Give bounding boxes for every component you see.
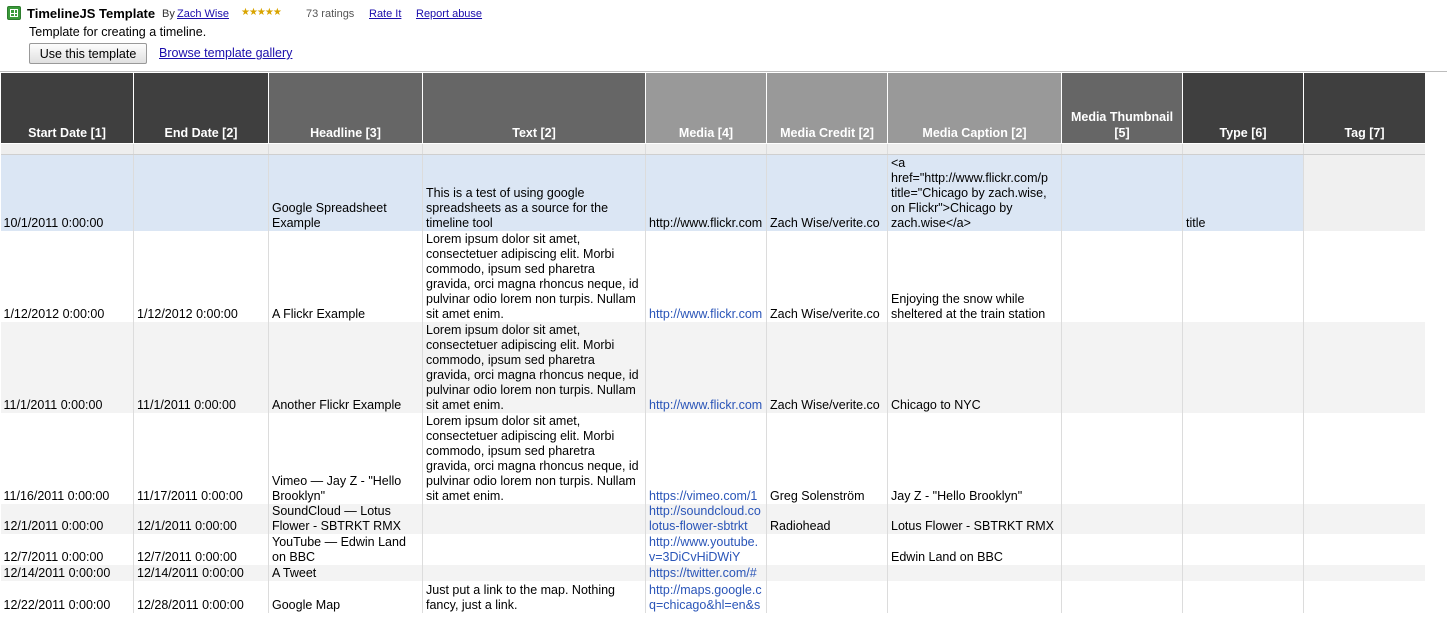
cell-media-caption[interactable]: Chicago to NYC (888, 322, 1062, 413)
cell-media[interactable]: http://www.youtube. v=3DiCvHiDWiY (646, 534, 767, 565)
use-template-button[interactable]: Use this template (29, 43, 147, 64)
cell-end-date[interactable]: 12/28/2011 0:00:00 (134, 581, 269, 613)
cell-start-date[interactable]: 10/1/2011 0:00:00 (1, 155, 134, 231)
cell-text[interactable]: Lorem ipsum dolor sit amet, consectetuer adipiscing elit. Morbi commodo, ipsum sed pharetra gravida, orci magna rhoncus neque, id pulvinar odio lorem non turpis. Nullam sit amet enim. (423, 413, 646, 504)
cell-media-thumbnail[interactable] (1062, 322, 1183, 413)
cell-media[interactable]: http://soundcloud.co lotus-flower-sbtrkt (646, 504, 767, 534)
cell-start-date[interactable]: 12/22/2011 0:00:00 (1, 581, 134, 613)
cell-type[interactable] (1183, 565, 1304, 581)
table-row[interactable] (1, 565, 1426, 581)
template-title: TimelineJS Template (27, 6, 156, 21)
cell-media-credit[interactable]: Zach Wise/verite.co (767, 155, 888, 231)
cell-end-date[interactable] (134, 155, 269, 231)
cell-start-date[interactable]: 12/7/2011 0:00:00 (1, 534, 134, 565)
grid-right-edge (1425, 72, 1447, 624)
ratings-count: 73 ratings (306, 8, 355, 20)
cell-media-thumbnail[interactable] (1062, 155, 1183, 231)
author-link[interactable]: Zach Wise (177, 8, 229, 20)
cell-headline[interactable]: Google Spreadsheet Example (269, 155, 423, 231)
cell-media-credit[interactable] (767, 565, 888, 581)
spreadsheet-grid[interactable] (0, 72, 1447, 624)
cell-text[interactable]: Just put a link to the map. Nothing fancy, just a link. (423, 581, 646, 613)
cell-end-date[interactable]: 12/7/2011 0:00:00 (134, 534, 269, 565)
cell-type[interactable] (1183, 322, 1304, 413)
cell-media-caption[interactable]: Edwin Land on BBC (888, 534, 1062, 565)
col-header-media-credit[interactable]: Media Credit [2] (767, 73, 888, 144)
table-row[interactable] (1, 504, 1426, 534)
cell-media-credit[interactable]: Zach Wise/verite.co (767, 322, 888, 413)
table-row[interactable] (1, 413, 1426, 504)
header-row (1, 73, 1426, 144)
cell-start-date[interactable]: 11/1/2011 0:00:00 (1, 322, 134, 413)
cell-media-credit[interactable]: Greg Solenström (767, 413, 888, 504)
cell-headline[interactable]: SoundCloud — Lotus Flower - SBTRKT RMX (269, 504, 423, 534)
col-header-media[interactable]: Media [4] (646, 73, 767, 144)
cell-tag[interactable] (1304, 322, 1426, 413)
rate-it-link[interactable]: Rate It (369, 8, 402, 20)
table-row[interactable] (1, 231, 1426, 322)
cell-end-date[interactable]: 12/1/2011 0:00:00 (134, 504, 269, 534)
browse-gallery-link[interactable]: Browse template gallery (159, 46, 293, 60)
table-row[interactable] (1, 534, 1426, 565)
cell-text[interactable] (423, 504, 646, 534)
table-row[interactable] (1, 322, 1426, 413)
cell-media[interactable]: http://www.flickr.com (646, 231, 767, 322)
cell-type[interactable] (1183, 413, 1304, 504)
cell-end-date[interactable]: 1/12/2012 0:00:00 (134, 231, 269, 322)
timeline-table (0, 72, 1426, 613)
cell-media[interactable]: http://www.flickr.com (646, 155, 767, 231)
cell-text[interactable]: This is a test of using google spreadsheets as a source for the timeline tool (423, 155, 646, 231)
report-abuse-link[interactable]: Report abuse (416, 8, 483, 20)
cell-media-credit[interactable] (767, 534, 888, 565)
cell-type[interactable] (1183, 534, 1304, 565)
col-header-type[interactable]: Type [6] (1183, 73, 1304, 144)
cell-tag[interactable] (1304, 504, 1426, 534)
cell-type[interactable] (1183, 231, 1304, 322)
cell-media[interactable]: https://twitter.com/# (646, 565, 767, 581)
cell-media-thumbnail[interactable] (1062, 534, 1183, 565)
rating-stars-icon: ★★★★★ (241, 7, 281, 18)
cell-media-thumbnail[interactable] (1062, 231, 1183, 322)
cell-media-caption[interactable]: Jay Z - "Hello Brooklyn" (888, 413, 1062, 504)
cell-headline[interactable]: YouTube — Edwin Land on BBC (269, 534, 423, 565)
col-header-start-date[interactable]: Start Date [1] (1, 73, 134, 144)
cell-headline[interactable]: Google Map (269, 581, 423, 613)
cell-tag[interactable] (1304, 155, 1426, 231)
cell-start-date[interactable]: 12/1/2011 0:00:00 (1, 504, 134, 534)
col-header-media-caption[interactable]: Media Caption [2] (888, 73, 1062, 144)
cell-type[interactable]: title (1183, 155, 1304, 231)
cell-media-thumbnail[interactable] (1062, 504, 1183, 534)
template-header (0, 0, 1447, 72)
cell-media[interactable]: http://www.flickr.com (646, 322, 767, 413)
col-header-end-date[interactable]: End Date [2] (134, 73, 269, 144)
cell-headline[interactable]: Vimeo — Jay Z - "Hello Brooklyn" (269, 413, 423, 504)
cell-text[interactable] (423, 565, 646, 581)
cell-media-caption[interactable]: Enjoying the snow while sheltered at the train station (888, 231, 1062, 322)
cell-headline[interactable]: A Flickr Example (269, 231, 423, 322)
cell-type[interactable] (1183, 581, 1304, 613)
cell-headline[interactable]: A Tweet (269, 565, 423, 581)
cell-text[interactable]: Lorem ipsum dolor sit amet, consectetuer adipiscing elit. Morbi commodo, ipsum sed pharetra gravida, orci magna rhoncus neque, id pulvinar odio lorem non turpis. Nullam sit amet enim. (423, 322, 646, 413)
table-row[interactable] (1, 155, 1426, 231)
cell-media[interactable]: https://vimeo.com/1 (646, 413, 767, 504)
cell-media-thumbnail[interactable] (1062, 413, 1183, 504)
cell-tag[interactable] (1304, 565, 1426, 581)
cell-headline[interactable]: Another Flickr Example (269, 322, 423, 413)
cell-media-thumbnail[interactable] (1062, 565, 1183, 581)
cell-start-date[interactable]: 1/12/2012 0:00:00 (1, 231, 134, 322)
cell-media-caption[interactable] (888, 565, 1062, 581)
cell-media-caption[interactable]: Lotus Flower - SBTRKT RMX (888, 504, 1062, 534)
cell-media-caption[interactable] (888, 581, 1062, 613)
cell-end-date[interactable]: 12/14/2011 0:00:00 (134, 565, 269, 581)
col-header-headline[interactable]: Headline [3] (269, 73, 423, 144)
cell-media-credit[interactable] (767, 581, 888, 613)
template-description: Template for creating a timeline. (29, 25, 207, 39)
cell-media-caption[interactable]: <a href="http://www.flickr.com/p title="Chicago by zach.wise, on Flickr">Chicago by zach.wise</a> (888, 155, 1062, 231)
frozen-divider-row (1, 144, 1426, 155)
col-header-media-thumbnail[interactable]: Media Thumbnail [5] (1062, 73, 1183, 144)
cell-tag[interactable] (1304, 534, 1426, 565)
cell-text[interactable] (423, 534, 646, 565)
col-header-tag[interactable]: Tag [7] (1304, 73, 1426, 144)
cell-end-date[interactable]: 11/1/2011 0:00:00 (134, 322, 269, 413)
cell-media-thumbnail[interactable] (1062, 581, 1183, 613)
cell-type[interactable] (1183, 504, 1304, 534)
cell-media[interactable]: http://maps.google.c q=chicago&hl=en&s (646, 581, 767, 613)
spreadsheet-icon (7, 6, 21, 20)
cell-start-date[interactable]: 11/16/2011 0:00:00 (1, 413, 134, 504)
cell-tag[interactable] (1304, 413, 1426, 504)
cell-media-credit[interactable]: Zach Wise/verite.co (767, 231, 888, 322)
cell-end-date[interactable]: 11/17/2011 0:00:00 (134, 413, 269, 504)
cell-media-credit[interactable]: Radiohead (767, 504, 888, 534)
col-header-text[interactable]: Text [2] (423, 73, 646, 144)
table-row[interactable] (1, 581, 1426, 613)
cell-text[interactable]: Lorem ipsum dolor sit amet, consectetuer adipiscing elit. Morbi commodo, ipsum sed pharetra gravida, orci magna rhoncus neque, id pulvinar odio lorem non turpis. Nullam sit amet enim. (423, 231, 646, 322)
cell-tag[interactable] (1304, 231, 1426, 322)
cell-tag[interactable] (1304, 581, 1426, 613)
by-label: By (162, 8, 175, 20)
cell-start-date[interactable]: 12/14/2011 0:00:00 (1, 565, 134, 581)
